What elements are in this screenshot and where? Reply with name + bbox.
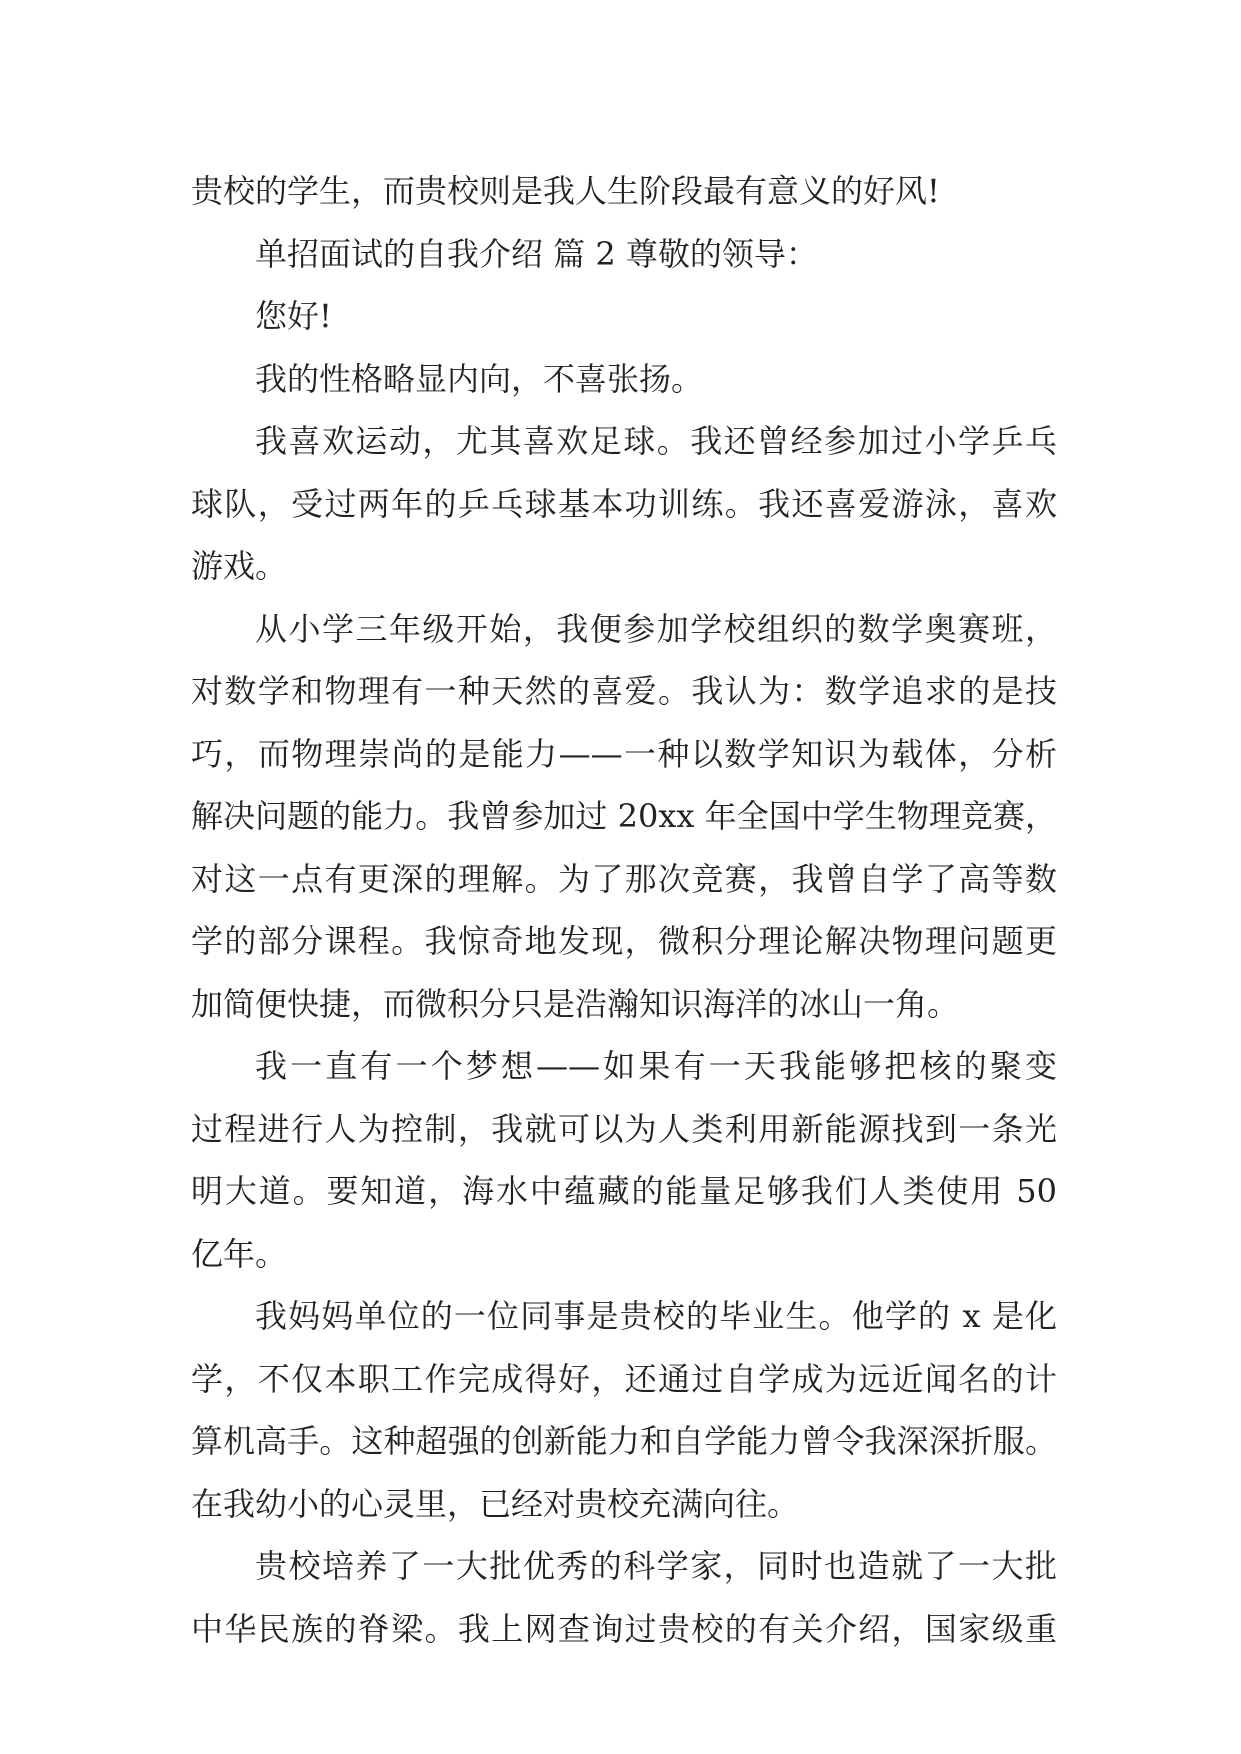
text-line: 游戏。 — [191, 547, 288, 585]
text-line: 贵校的学生，而贵校则是我人生阶段最有意义的好风! — [191, 172, 940, 210]
text-line: 球队，受过两年的乒乓球基本功训练。我还喜爱游泳，喜欢 — [191, 484, 1057, 523]
text-line: 巧，而物理崇尚的是能力——一种以数学知识为载体，分析 — [191, 734, 1057, 773]
text-line: 解决问题的能力。我曾参加过 20xx 年全国中学生物理竞赛， — [191, 797, 1057, 835]
text-line: 加简便快捷，而微积分只是浩瀚知识海洋的冰山一角。 — [191, 984, 960, 1023]
document-body — [191, 160, 1057, 1660]
text-line: 算机高手。这种超强的创新能力和自学能力曾令我深深折服。 — [191, 1422, 1057, 1460]
text-line: 我喜欢运动，尤其喜欢足球。我还曾经参加过小学乒乓 — [255, 422, 1057, 460]
text-line: 单招面试的自我介绍 篇 2 尊敬的领导： — [255, 234, 818, 273]
text-line: 明大道。要知道，海水中蕴藏的能量足够我们人类使用 50 — [191, 1172, 1057, 1210]
text-line: 学的部分课程。我惊奇地发现，微积分理论解决物理问题更 — [191, 922, 1057, 960]
text-line: 从小学三年级开始，我便参加学校组织的数学奥赛班， — [255, 609, 1057, 648]
text-line: 在我幼小的心灵里，已经对贵校充满向往。 — [191, 1484, 800, 1523]
text-line: 对这一点有更深的理解。为了那次竞赛，我曾自学了高等数 — [191, 859, 1057, 898]
text-line: 我的性格略显内向，不喜张扬。 — [255, 359, 704, 398]
text-line: 我一直有一个梦想——如果有一天我能够把核的聚变 — [255, 1047, 1057, 1085]
text-line: 您好! — [255, 297, 332, 335]
text-line: 贵校培养了一大批优秀的科学家，同时也造就了一大批 — [255, 1547, 1057, 1585]
text-line: 中华民族的脊梁。我上网查询过贵校的有关介绍，国家级重 — [191, 1609, 1057, 1648]
text-line: 亿年。 — [191, 1234, 288, 1273]
text-line: 我妈妈单位的一位同事是贵校的毕业生。他学的 x 是化 — [255, 1297, 1057, 1335]
text-line: 过程进行人为控制，我就可以为人类利用新能源找到一条光 — [191, 1109, 1057, 1148]
text-line: 对数学和物理有一种天然的喜爱。我认为：数学追求的是技 — [191, 672, 1057, 710]
text-line: 学，不仅本职工作完成得好，还通过自学成为远近闻名的计 — [191, 1359, 1057, 1398]
